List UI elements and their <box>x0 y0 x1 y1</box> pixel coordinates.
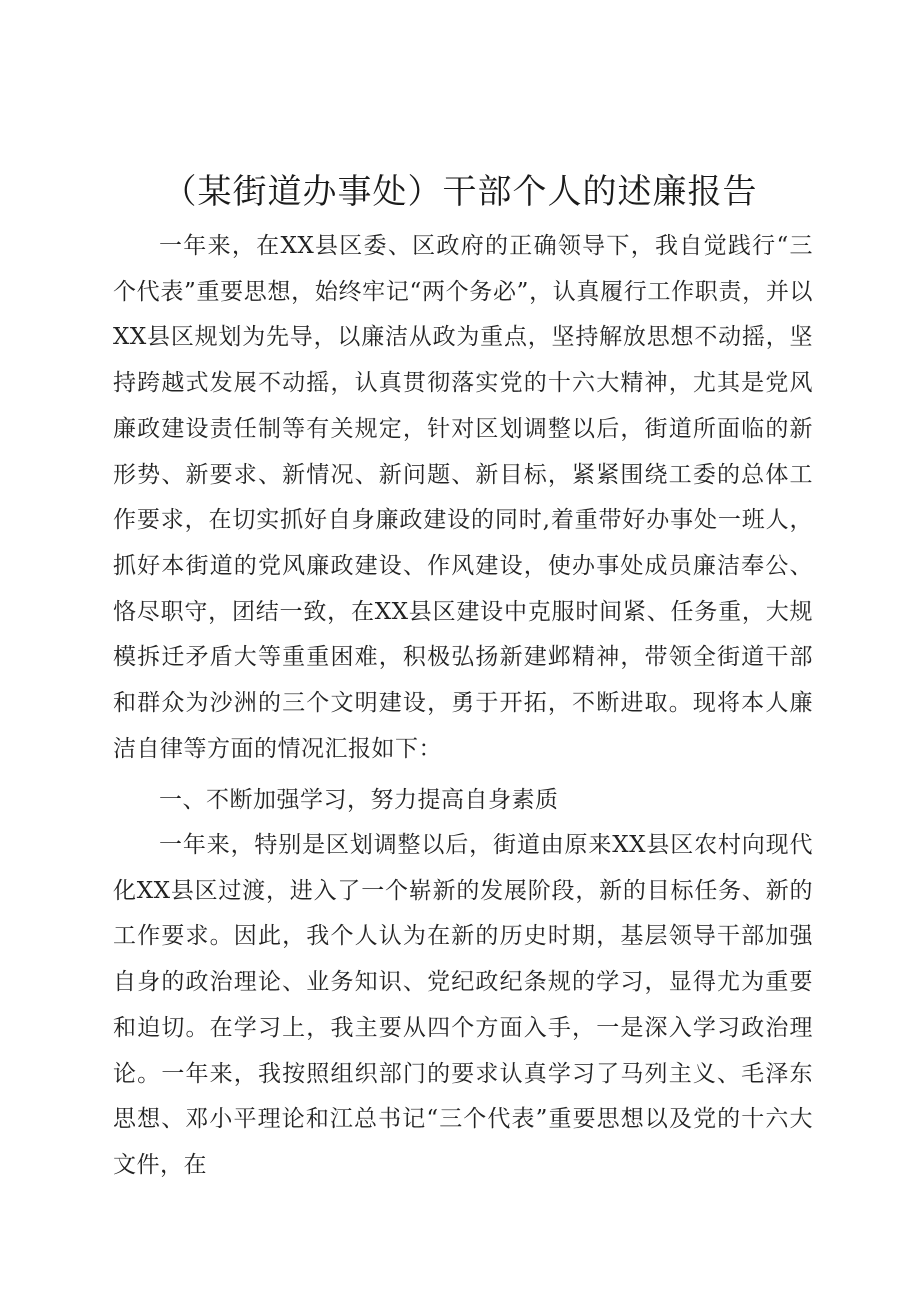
paragraph-intro: 一年来，在XX县区委、区政府的正确领导下，我自觉践行“三个代表”重要思想，始终牢记“两个务必”，认真履行工作职责，并以XX县区规划为先导，以廉洁从政为重点，坚持解放思想不动摇，坚持跨越式发展不动摇，认真贯彻落实党的十六大精神，尤其是党风廉政建设责任制等有关规定，针对区划调整以后，街道所面临的新形势、新要求、新情况、新问题、新目标，紧紧围绕工委的总体工作要求，在切实抓好自身廉政建设的同时,着重带好办事处一班人，抓好本街道的党风廉政建设、作风建设，使办事处成员廉洁奉公、恪尽职守，团结一致，在XX县区建设中克服时间紧、任务重，大规模拆迁矛盾大等重重困难，积极弘扬新建邺精神，带领全街道干部和群众为沙洲的三个文明建设，勇于开拓，不断进取。现将本人廉洁自律等方面的情况汇报如下： <box>113 233 813 762</box>
document-body-intro <box>113 224 813 772</box>
section-heading-block <box>113 778 813 823</box>
document-title: （某街道办事处）干部个人的述廉报告 <box>162 172 758 212</box>
section-1-heading: 一、不断加强学习，努力提高自身素质 <box>159 787 559 813</box>
paragraph-study: 一年来，特别是区划调整以后，街道由原来XX县区农村向现代化XX县区过渡，进入了一个崭新的发展阶段，新的目标任务、新的工作要求。因此，我个人认为在新的历史时期，基层领导干部加强自身的政治理论、业务知识、党纪政纪条规的学习，显得尤为重要和迫切。在学习上，我主要从四个方面入手，一是深入学习政治理论。一年来，我按照组织部门的要求认真学习了马列主义、毛泽东思想、邓小平理论和江总书记“三个代表”重要思想以及党的十六大文件，在 <box>113 832 813 1178</box>
document-body-section-1 <box>113 823 813 1189</box>
